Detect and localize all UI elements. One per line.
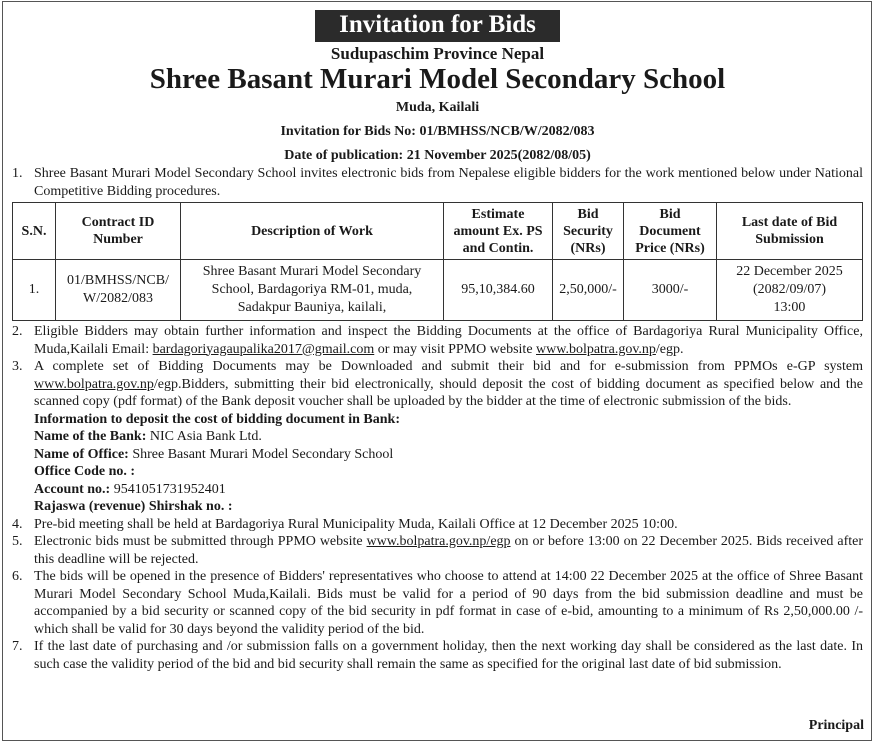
para-1 bbox=[12, 165, 863, 200]
para-number: 7. bbox=[12, 639, 23, 654]
para-4 bbox=[12, 516, 863, 534]
para-number: 1. bbox=[12, 166, 23, 181]
para-text: Shree Basant Murari Model Secondary School invites electronic bids from Nepalese eligible bidders for the work mentioned below under National Competitive Bidding procedures. bbox=[34, 166, 863, 199]
para-7 bbox=[12, 638, 863, 673]
para-5 bbox=[12, 533, 863, 568]
submission-website-link[interactable]: www.bolpatra.gov.np/egp bbox=[366, 534, 511, 549]
cell-bid-security: 2,50,000/- bbox=[553, 260, 624, 321]
para-2 bbox=[12, 323, 863, 358]
para-number: 3. bbox=[12, 359, 23, 374]
signature-principal: Principal bbox=[808, 718, 864, 733]
para-text: If the last date of purchasing and /or submission falls on a government holiday, then the next working day shall be considered as the last date. In such case the validity period of the bid and bid security shall remain the same as specified for the original last date of bid submission. bbox=[34, 639, 863, 672]
para-number: 2. bbox=[12, 324, 23, 339]
ppmo-website-link[interactable]: www.bolpatra.gov.np bbox=[536, 341, 656, 357]
bank-name-line: Name of the Bank: NIC Asia Bank Ltd. bbox=[34, 429, 262, 444]
col-doc-price: Bid Document Price (NRs) bbox=[624, 203, 717, 260]
bank-info-heading: Information to deposit the cost of bidding document in Bank: bbox=[34, 411, 400, 427]
account-line: Account no.: 9541051731952401 bbox=[34, 481, 226, 497]
col-sn: S.N. bbox=[13, 203, 56, 260]
bank-info bbox=[12, 411, 863, 516]
email-link[interactable]: bardagoriyagaupalika2017@gmail.com bbox=[152, 341, 375, 357]
rajaswa-line: Rajaswa (revenue) Shirshak no. : bbox=[34, 499, 233, 514]
ifb-number: Invitation for Bids No: 01/BMHSS/NCB/W/2082/083 bbox=[280, 124, 595, 139]
cell-description: Shree Basant Murari Model Secondary School, Bardagoriya RM-01, muda, Sadakpur Bauniya, kailali, bbox=[181, 260, 444, 321]
para-number: 6. bbox=[12, 569, 23, 584]
para-6 bbox=[12, 568, 863, 638]
col-estimate: Estimate amount Ex. PS and Contin. bbox=[444, 203, 553, 260]
cell-sn: 1. bbox=[13, 260, 56, 321]
col-contract-id: Contract ID Number bbox=[56, 203, 181, 260]
para-number: 4. bbox=[12, 516, 23, 532]
office-name-line: Name of Office: Shree Basant Murari Model Secondary School bbox=[34, 446, 394, 462]
para-3 bbox=[12, 358, 863, 411]
school-location: Muda, Kailali bbox=[395, 100, 480, 115]
publication-date: Date of publication: 21 November 2025(2082/08/05) bbox=[284, 148, 591, 163]
para-text: The bids will be opened in the presence of Bidders' representatives who choose to attend at 14:00 22 December 2025 at the office of Shree Basant Murari Model Secondary School Muda,Kailali. Bids must be valid for a period of 90 days from the bid submission deadline and must be accompanied by a bid security or scanned copy of the bid security in pdf format in case of e-bid, amounting to a minimum of Rs 2,50,000.00 /- which shall be valid for 30 days beyond the validity period of the bid. bbox=[34, 569, 863, 637]
cell-contract-id: 01/BMHSS/NCB/ W/2082/083 bbox=[56, 260, 181, 321]
col-last-date: Last date of Bid Submission bbox=[717, 203, 863, 260]
para-text: Eligible Bidders may obtain further information and inspect the Bidding Documents at the office of Bardagoriya Rural Municipality Office, Muda,Kailali Email: bardagoriyagaupalika2017@gmail.com or may visit PPMO website www.bolpatra.gov.np/egp. bbox=[34, 324, 863, 357]
notice-header bbox=[12, 2, 863, 165]
cell-estimate: 95,10,384.60 bbox=[444, 260, 553, 321]
para-text: Electronic bids must be submitted through PPMO website www.bolpatra.gov.np/egp on or before 13:00 on 22 December 2025. Bids received after this deadline will be rejected. bbox=[34, 534, 863, 567]
bid-notice bbox=[2, 1, 872, 741]
table-row bbox=[13, 260, 863, 321]
cell-doc-price: 3000/- bbox=[624, 260, 717, 321]
table-header-row bbox=[13, 203, 863, 260]
province-name: Sudupaschim Province Nepal bbox=[330, 44, 545, 63]
bid-table bbox=[12, 202, 863, 321]
para-number: 5. bbox=[12, 534, 23, 549]
school-name: Shree Basant Murari Model Secondary School bbox=[149, 63, 726, 95]
col-bid-security: Bid Security (NRs) bbox=[553, 203, 624, 260]
cell-last-date: 22 December 2025 (2082/09/07) 13:00 bbox=[717, 260, 863, 321]
para-text: A complete set of Bidding Documents may be Downloaded and submit their bid and for e-submission from PPMOs e-GP system www.bolpatra.gov.np/egp.Bidders, submitting their bid electronically, should deposit the cost of bidding document as specified below and the scanned copy (pdf format) of the Bank deposit voucher shall be uploaded by the bidder at the time of electronic submission of the bids. bbox=[34, 359, 863, 409]
para-text: Pre-bid meeting shall be held at Bardagoriya Rural Municipality Muda, Kailali Office at 12 December 2025 10:00. bbox=[34, 516, 678, 532]
office-code-line: Office Code no. : bbox=[34, 464, 136, 479]
col-description: Description of Work bbox=[181, 203, 444, 260]
egp-website-link[interactable]: www.bolpatra.gov.np bbox=[34, 376, 154, 392]
notice-banner: Invitation for Bids bbox=[315, 10, 560, 42]
